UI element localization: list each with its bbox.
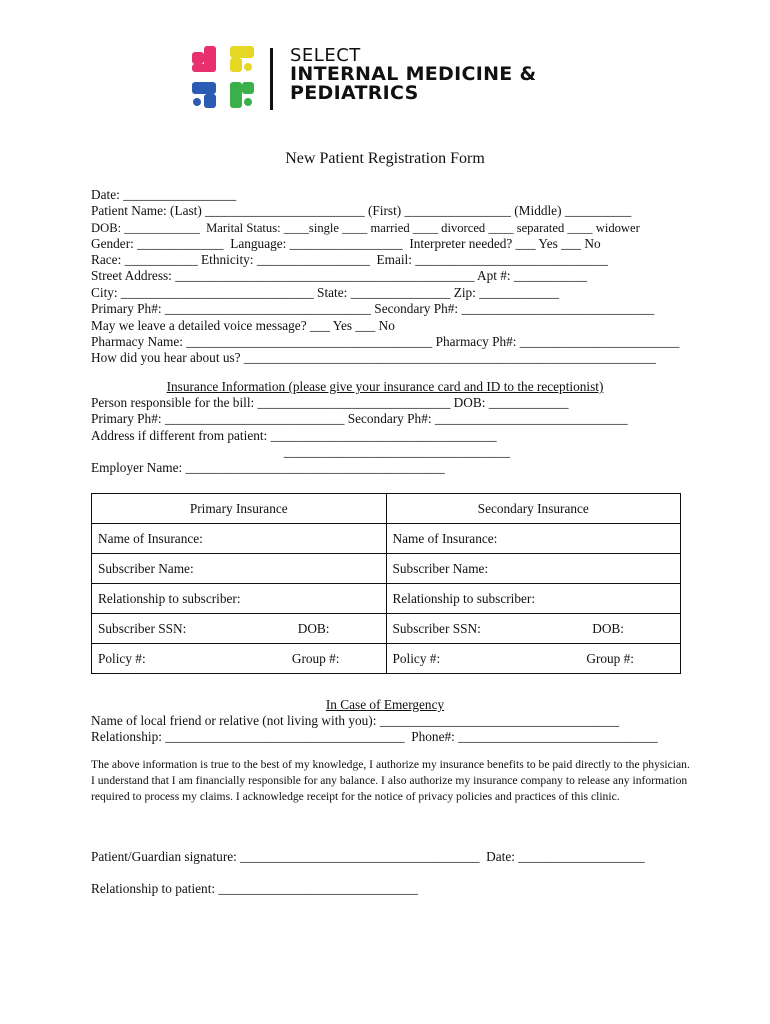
responsible-party-field[interactable]: Person responsible for the bill: _____________________________ DOB: ____________ <box>91 395 569 410</box>
primary-ssn-dob-cell[interactable] <box>92 614 387 644</box>
signature-field[interactable]: Patient/Guardian signature: ____________________________________ Date: ___________________ <box>91 849 645 864</box>
table-row <box>92 584 681 614</box>
secondary-policy: Policy #: <box>392 650 441 666</box>
table-row <box>92 644 681 674</box>
primary-subscriber-ssn: Subscriber SSN: <box>98 620 187 636</box>
alt-address-field-2[interactable]: __________________________________ <box>91 444 510 459</box>
practice-logo <box>190 44 590 114</box>
responsible-phone-field[interactable]: Primary Ph#: ___________________________ Secondary Ph#: _____________________________ <box>91 411 628 426</box>
table-row <box>92 554 681 584</box>
insurance-table <box>91 493 681 674</box>
secondary-group: Group #: <box>586 650 634 666</box>
secondary-subscriber-ssn: Subscriber SSN: <box>392 620 481 636</box>
insurance-heading: Insurance Information (please give your insurance card and ID to the receptionist) <box>166 379 604 394</box>
primary-name-of-insurance[interactable]: Name of Insurance: <box>92 524 387 554</box>
emergency-heading: In Case of Emergency <box>325 697 445 712</box>
primary-policy: Policy #: <box>98 650 146 666</box>
city-state-zip-field[interactable]: City: _____________________________ State: _______________ Zip: ____________ <box>91 285 559 300</box>
logo-divider <box>270 48 273 110</box>
pharmacy-field[interactable]: Pharmacy Name: _____________________________________ Pharmacy Ph#: ________________________ <box>91 334 680 349</box>
secondary-subscriber-name[interactable]: Subscriber Name: <box>386 554 681 584</box>
table-row <box>92 494 681 524</box>
primary-group: Group #: <box>291 650 340 666</box>
phone-field[interactable]: Primary Ph#: _______________________________ Secondary Ph#: _____________________________ <box>91 301 655 316</box>
table-row <box>92 614 681 644</box>
referral-source-field[interactable]: How did you hear about us? ______________________________________________________________ <box>91 350 657 365</box>
secondary-ssn-dob-cell[interactable] <box>386 614 681 644</box>
primary-relationship[interactable]: Relationship to subscriber: <box>92 584 387 614</box>
emergency-contact-field[interactable]: Name of local friend or relative (not living with you): ____________________________________ <box>91 713 620 728</box>
secondary-policy-group-cell[interactable] <box>386 644 681 674</box>
voice-message-field[interactable]: May we leave a detailed voice message? ___ Yes ___ No <box>91 318 395 333</box>
patient-name-field[interactable]: Patient Name: (Last) ________________________ (First) ________________ (Middle) __________ <box>91 203 632 218</box>
secondary-name-of-insurance[interactable]: Name of Insurance: <box>386 524 681 554</box>
relationship-to-patient-field[interactable]: Relationship to patient: ______________________________ <box>91 881 418 896</box>
street-address-field[interactable]: Street Address: _____________________________________________ Apt #: ___________ <box>91 268 588 283</box>
logo-mark-icon <box>190 44 256 110</box>
logo-line-1: SELECT <box>290 45 361 66</box>
secondary-relationship[interactable]: Relationship to subscriber: <box>386 584 681 614</box>
table-row <box>92 524 681 554</box>
logo-line-3: PEDIATRICS <box>290 82 419 104</box>
dob-marital-field[interactable]: DOB: ____________ Marital Status: ____single ____ married ____ divorced ____ separated ____ widower <box>91 221 640 235</box>
authorization-statement: The above information is true to the best of my knowledge, I authorize my insurance benefits to be paid directly to the physician. I understand that I am financially responsible for any balance. I also authorize my insurance company to release any information required to process my claims. I acknowledge receipt for the notice of privacy policies and practices of this clinic. <box>91 758 690 803</box>
alt-address-field[interactable]: Address if different from patient: __________________________________ <box>91 428 497 443</box>
secondary-insurance-header: Secondary Insurance <box>386 494 681 524</box>
primary-policy-group-cell[interactable] <box>92 644 387 674</box>
form-title: New Patient Registration Form <box>285 150 485 167</box>
logo-wordmark <box>290 46 536 103</box>
employer-field[interactable]: Employer Name: _______________________________________ <box>91 460 445 475</box>
primary-insurance-header: Primary Insurance <box>92 494 387 524</box>
primary-dob: DOB: <box>297 620 330 636</box>
logo-line-2: INTERNAL MEDICINE & <box>290 63 537 85</box>
race-ethnicity-email-field[interactable]: Race: ___________ Ethnicity: _________________ Email: _____________________________ <box>91 252 609 267</box>
gender-language-field[interactable]: Gender: _____________ Language: _________________ Interpreter needed? ___ Yes ___ No <box>91 236 601 251</box>
emergency-relationship-field[interactable]: Relationship: ____________________________________ Phone#: ______________________________ <box>91 729 658 744</box>
secondary-dob: DOB: <box>592 620 624 636</box>
primary-subscriber-name[interactable]: Subscriber Name: <box>92 554 387 584</box>
date-field[interactable]: Date: _________________ <box>91 187 237 202</box>
